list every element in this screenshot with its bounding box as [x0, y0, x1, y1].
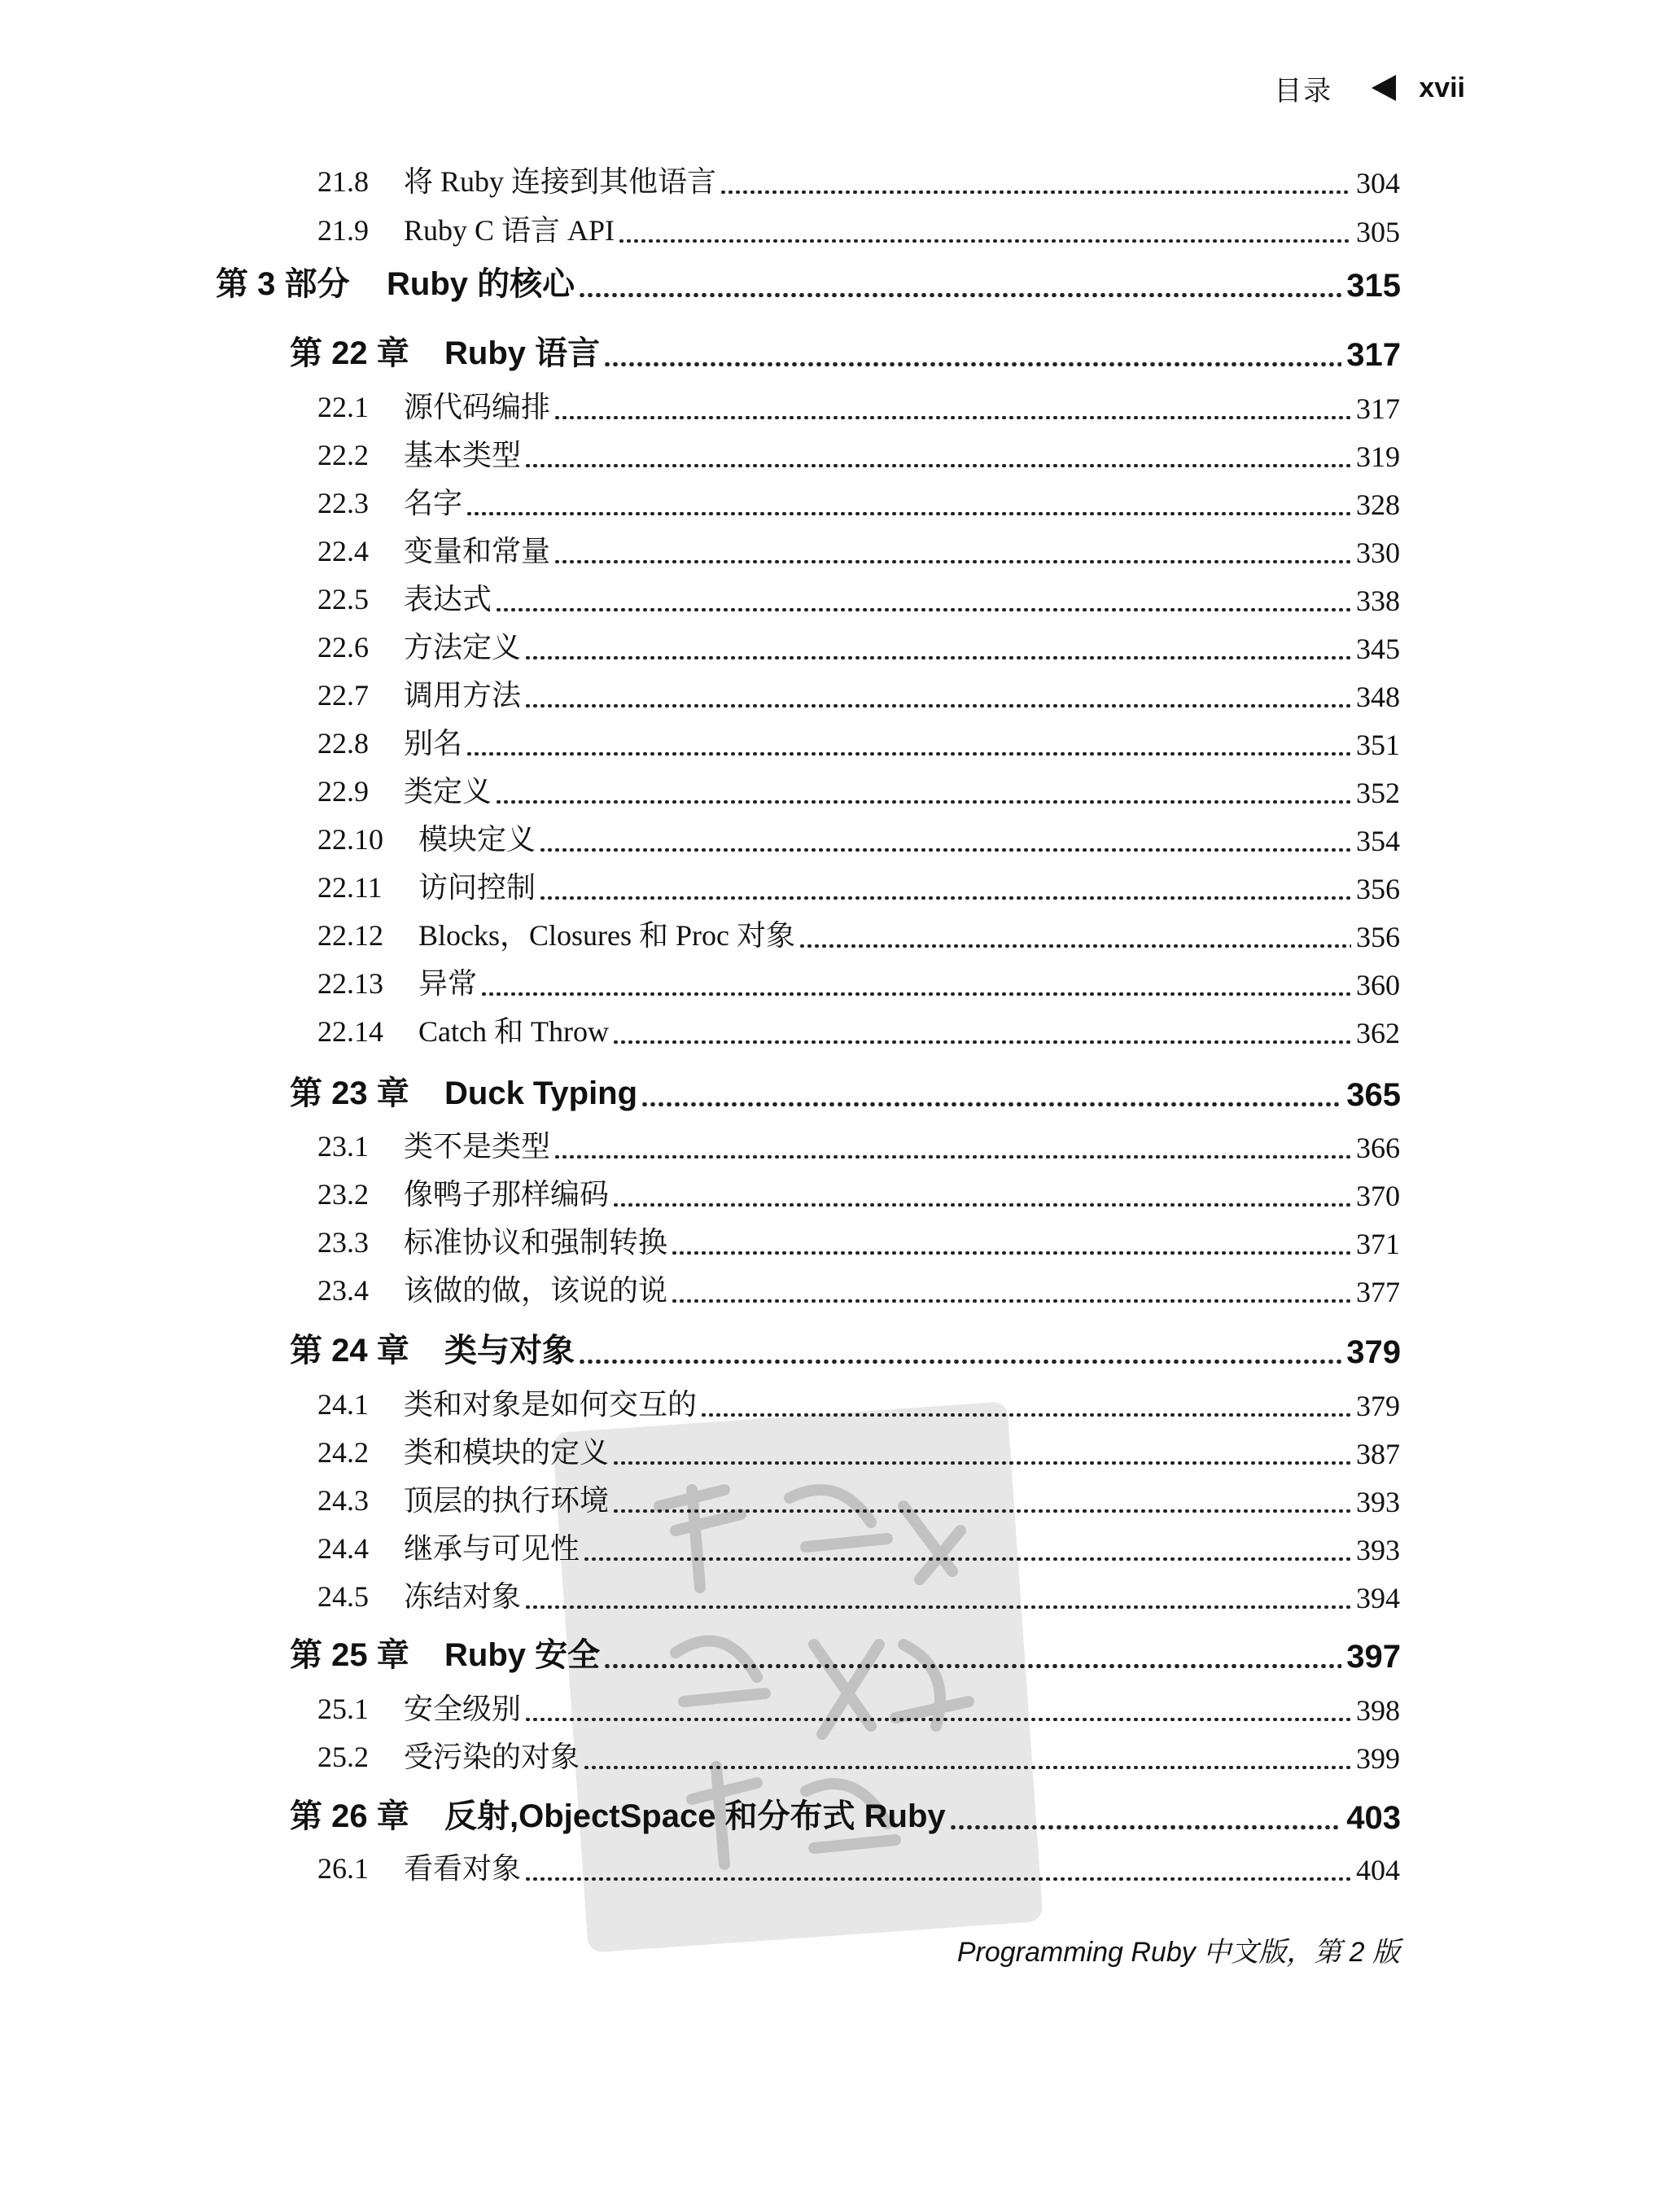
toc-entry[interactable]	[317, 1848, 1400, 1887]
toc-entry[interactable]	[317, 387, 1400, 426]
toc-entry-page: 319	[1356, 440, 1400, 473]
toc-chapter-page: 403	[1346, 1800, 1401, 1836]
toc-entry-page: 393	[1356, 1486, 1400, 1518]
toc-entry-number: 21.9	[317, 214, 369, 247]
toc-entry-title: 变量和常量	[404, 535, 551, 567]
toc-entry[interactable]	[317, 915, 1400, 954]
toc-entry[interactable]	[317, 435, 1400, 474]
toc-chapter-number: 第 25 章	[290, 1637, 409, 1673]
toc-entry-number: 22.12	[317, 919, 383, 952]
toc-entry-number: 24.2	[317, 1436, 369, 1469]
toc-entry[interactable]	[317, 483, 1400, 522]
toc-entry-title: 基本类型	[404, 439, 522, 471]
toc-entry-title: 继承与可见性	[404, 1532, 580, 1565]
toc-entry-page: 366	[1356, 1132, 1400, 1164]
toc-entry-number: 22.4	[317, 535, 369, 567]
toc-entry-page: 393	[1356, 1534, 1400, 1566]
toc-part-number: 第 3 部分	[216, 266, 350, 302]
toc-entry[interactable]	[317, 771, 1400, 810]
toc-entry-number: 22.10	[317, 823, 383, 856]
dot-leader	[671, 1299, 1351, 1303]
running-footer: Programming Ruby 中文版，第 2 版	[956, 1937, 1400, 1968]
toc-entry-page: 362	[1356, 1017, 1400, 1049]
toc-entry-page: 352	[1356, 777, 1400, 809]
toc-chapter-page: 317	[1346, 337, 1401, 373]
toc-entry-page: 387	[1356, 1438, 1400, 1470]
dot-leader	[618, 239, 1351, 243]
toc-entry-page: 370	[1356, 1180, 1400, 1212]
toc-entry[interactable]	[317, 723, 1400, 762]
toc-entry-title: 类定义	[404, 775, 492, 808]
toc-entry[interactable]	[317, 675, 1400, 714]
toc-entry-title: 将 Ruby 连接到其他语言	[404, 165, 717, 198]
toc-chapter-title: Duck Typing	[444, 1075, 638, 1111]
toc-entry-title: 模块定义	[418, 823, 536, 856]
toc-chapter-number: 第 23 章	[290, 1075, 409, 1111]
toc-chapter-entry[interactable]	[290, 330, 1401, 374]
toc-entry-number: 22.8	[317, 727, 369, 760]
dot-leader	[612, 1461, 1351, 1465]
toc-entry-page: 379	[1356, 1390, 1400, 1422]
running-header	[1221, 64, 1465, 112]
dot-leader	[539, 848, 1351, 852]
toc-entry[interactable]	[317, 1174, 1400, 1213]
toc-chapter-entry[interactable]	[290, 1793, 1401, 1837]
toc-chapter-page: 379	[1346, 1334, 1401, 1370]
toc-entry-number: 24.1	[317, 1388, 369, 1421]
toc-entry-title: 源代码编排	[404, 391, 551, 423]
toc-entry[interactable]	[317, 867, 1400, 906]
left-arrow-icon	[1372, 75, 1396, 101]
toc-entry-number: 22.2	[317, 439, 369, 471]
toc-entry-title: 表达式	[404, 583, 492, 615]
toc-entry-page: 399	[1356, 1742, 1400, 1775]
toc-entry-title: 标准协议和强制转换	[404, 1226, 668, 1259]
toc-entry-number: 24.3	[317, 1484, 369, 1517]
toc-chapter-number: 第 26 章	[290, 1798, 409, 1834]
toc-part-entry[interactable]	[216, 261, 1401, 304]
dot-leader	[553, 416, 1351, 419]
toc-chapter-entry[interactable]	[290, 1632, 1401, 1675]
toc-entry-page: 338	[1356, 585, 1400, 617]
toc-entry-title: Catch 和 Throw	[418, 1015, 609, 1048]
toc-entry-number: 22.13	[317, 967, 383, 1000]
toc-entry-number: 22.1	[317, 391, 369, 423]
dot-leader	[524, 704, 1351, 707]
toc-entry-number: 22.5	[317, 583, 369, 615]
toc-entry-title: 安全级别	[404, 1693, 522, 1725]
toc-entry-page: 360	[1356, 969, 1400, 1001]
dot-leader	[641, 1102, 1341, 1106]
toc-entry-title: 该做的做，该说的说	[404, 1274, 668, 1307]
dot-leader	[603, 1664, 1341, 1668]
toc-entry-number: 23.2	[317, 1178, 369, 1211]
toc-entry-page: 356	[1356, 921, 1400, 953]
toc-entry-page: 317	[1356, 392, 1400, 425]
toc-entry-page: 371	[1356, 1228, 1400, 1260]
toc-entry-number: 24.5	[317, 1580, 369, 1613]
toc-chapter-title: 反射,ObjectSpace 和分布式 Ruby	[444, 1798, 946, 1834]
dot-leader	[524, 464, 1351, 467]
dot-leader	[539, 896, 1351, 900]
toc-entry-title: 受污染的对象	[404, 1741, 580, 1773]
toc-entry-title: Blocks，Closures 和 Proc 对象	[418, 919, 795, 952]
toc-entry-page: 330	[1356, 537, 1400, 569]
toc-entry-number: 25.1	[317, 1693, 369, 1725]
toc-entry[interactable]	[317, 1480, 1400, 1519]
toc-entry-number: 22.14	[317, 1015, 383, 1048]
dot-leader	[612, 1040, 1351, 1044]
toc-entry-title: 调用方法	[404, 679, 522, 712]
dot-leader	[578, 293, 1341, 297]
toc-chapter-title: 类与对象	[444, 1333, 575, 1369]
dot-leader	[466, 512, 1351, 515]
toc-entry-page: 356	[1356, 873, 1400, 905]
toc-part-title: Ruby 的核心	[387, 266, 575, 302]
dot-leader	[671, 1251, 1351, 1255]
toc-chapter-entry[interactable]	[290, 1327, 1401, 1371]
toc-entry[interactable]	[317, 1528, 1400, 1567]
dot-leader	[578, 1360, 1341, 1364]
dot-leader	[612, 1509, 1351, 1513]
toc-entry-page: 377	[1356, 1276, 1400, 1308]
toc-chapter-title: Ruby 安全	[444, 1637, 601, 1673]
toc-entry-title: 类不是类型	[404, 1130, 551, 1163]
toc-entry-page: 345	[1356, 633, 1400, 665]
toc-entry-page: 304	[1356, 167, 1400, 199]
toc-entry[interactable]	[317, 1222, 1400, 1261]
toc-entry[interactable]	[317, 210, 1400, 249]
dot-leader	[495, 608, 1351, 611]
toc-entry[interactable]	[317, 161, 1400, 200]
toc-entry-number: 23.1	[317, 1130, 369, 1163]
toc-entry-page: 404	[1356, 1854, 1400, 1886]
dot-leader	[553, 560, 1351, 563]
toc-entry-title: 类和对象是如何交互的	[404, 1388, 698, 1421]
toc-chapter-number: 第 22 章	[290, 335, 409, 371]
toc-entry-title: 异常	[418, 967, 478, 1000]
dot-leader	[603, 362, 1341, 366]
toc-entry-title: 访问控制	[418, 871, 536, 904]
dot-leader	[949, 1825, 1342, 1829]
toc-entry-number: 22.3	[317, 487, 369, 519]
toc-chapter-number: 第 24 章	[290, 1333, 409, 1369]
toc-chapter-title: Ruby 语言	[444, 335, 601, 371]
running-header-title: 目录	[1274, 74, 1333, 107]
dot-leader	[524, 1718, 1351, 1721]
toc-entry-title: 像鸭子那样编码	[404, 1178, 610, 1211]
dot-leader	[583, 1766, 1351, 1769]
toc-entry-number: 22.6	[317, 631, 369, 664]
toc-entry-page: 305	[1356, 216, 1400, 248]
toc-entry[interactable]	[317, 1689, 1400, 1728]
dot-leader	[612, 1203, 1351, 1207]
dot-leader	[553, 1155, 1351, 1159]
toc-entry-title: 类和模块的定义	[404, 1436, 610, 1469]
toc-entry-title: 别名	[404, 727, 463, 760]
toc-entry-number: 21.8	[317, 165, 369, 198]
toc-entry-number: 22.7	[317, 679, 369, 712]
toc-entry-title: Ruby C 语言 API	[404, 214, 615, 247]
toc-entry[interactable]	[317, 531, 1400, 570]
dot-leader	[495, 800, 1351, 804]
toc-entry[interactable]	[317, 1126, 1400, 1165]
toc-entry[interactable]	[317, 627, 1400, 666]
dot-leader	[720, 191, 1351, 194]
toc-entry-page: 394	[1356, 1582, 1400, 1614]
toc-entry-page: 348	[1356, 681, 1400, 713]
dot-leader	[524, 1877, 1351, 1881]
toc-entry-title: 名字	[404, 487, 463, 519]
dot-leader	[700, 1413, 1351, 1417]
toc-entry-page: 398	[1356, 1694, 1400, 1727]
dot-leader	[480, 992, 1351, 996]
toc-entry-number: 25.2	[317, 1741, 369, 1773]
toc-entry-page: 328	[1356, 488, 1400, 521]
toc-entry-title: 顶层的执行环境	[404, 1484, 610, 1517]
toc-entry[interactable]	[317, 579, 1400, 618]
toc-chapter-page: 365	[1346, 1077, 1401, 1113]
toc-entry-title: 看看对象	[404, 1852, 522, 1885]
toc-entry[interactable]	[317, 819, 1400, 858]
toc-entry-number: 22.11	[317, 871, 383, 904]
toc-entry[interactable]	[317, 963, 1400, 1002]
toc-entry[interactable]	[317, 1576, 1400, 1615]
toc-entry-number: 23.4	[317, 1274, 369, 1307]
toc-chapter-page: 397	[1346, 1639, 1401, 1675]
toc-entry[interactable]	[317, 1270, 1400, 1309]
dot-leader	[524, 656, 1351, 659]
toc-entry[interactable]	[317, 1432, 1400, 1471]
toc-part-page: 315	[1346, 268, 1401, 304]
toc-entry-page: 351	[1356, 729, 1400, 761]
toc-chapter-entry[interactable]	[290, 1070, 1401, 1114]
running-header-page-number: xvii	[1419, 72, 1465, 103]
dot-leader	[524, 1605, 1351, 1609]
toc-entry-number: 24.4	[317, 1532, 369, 1565]
toc-entry-title: 方法定义	[404, 631, 522, 664]
toc-entry-number: 22.9	[317, 775, 369, 808]
toc-entry-number: 23.3	[317, 1226, 369, 1259]
toc-entry-number: 26.1	[317, 1852, 369, 1885]
toc-entry-page: 354	[1356, 825, 1400, 857]
dot-leader	[583, 1557, 1351, 1561]
dot-leader	[466, 752, 1351, 756]
toc-entry[interactable]	[317, 1384, 1400, 1423]
toc-entry[interactable]	[317, 1011, 1400, 1050]
toc-entry-title: 冻结对象	[404, 1580, 522, 1613]
toc-entry[interactable]	[317, 1737, 1400, 1776]
dot-leader	[798, 944, 1351, 948]
